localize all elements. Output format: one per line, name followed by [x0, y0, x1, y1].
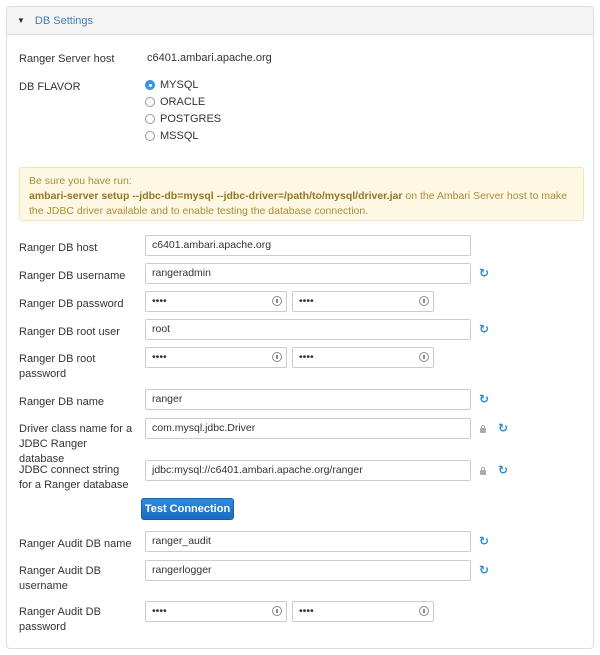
jdbc-warning-alert [19, 167, 584, 221]
radio-label: MSSQL [160, 130, 199, 142]
jdbc-string-input[interactable]: jdbc:mysql://c6401.ambari.apache.org/ranger [145, 460, 471, 481]
test-connection-button[interactable]: Test Connection [141, 498, 234, 520]
password-mask: •••• [299, 295, 314, 307]
db-root-password-input[interactable] [145, 347, 287, 368]
refresh-icon[interactable]: ↻ [498, 463, 509, 477]
refresh-icon[interactable]: ↻ [479, 534, 490, 548]
refresh-icon[interactable]: ↻ [479, 322, 490, 336]
alert-line-3: the JDBC driver available and to enable testing the database connection. [29, 205, 369, 217]
password-reveal-icon[interactable] [419, 296, 429, 306]
db-root-user-input[interactable]: root [145, 319, 471, 340]
audit-db-password-confirm-input[interactable] [292, 601, 434, 622]
password-reveal-icon[interactable] [419, 352, 429, 362]
alert-line-1: Be sure you have run: [29, 175, 132, 187]
audit-db-password-input[interactable] [145, 601, 287, 622]
alert-command: ambari-server setup --jdbc-db=mysql --jdbc-driver=/path/to/mysql/driver.jar [29, 190, 403, 202]
password-reveal-icon[interactable] [272, 352, 282, 362]
db-name-label: Ranger DB name [19, 396, 104, 408]
panel-header[interactable] [7, 7, 593, 35]
jdbc-string-label: JDBC connect string for a Ranger database [19, 464, 129, 491]
radio-label: MYSQL [160, 79, 199, 91]
password-mask: •••• [299, 351, 314, 363]
password-reveal-icon[interactable] [272, 606, 282, 616]
password-mask: •••• [152, 605, 167, 617]
db-root-password-label: Ranger DB root password [19, 353, 96, 380]
radio-selected-icon[interactable] [145, 80, 155, 90]
password-mask: •••• [299, 605, 314, 617]
caret-down-icon[interactable]: ▼ [17, 16, 25, 25]
audit-db-username-label: Ranger Audit DB username [19, 565, 101, 592]
db-host-input[interactable]: c6401.ambari.apache.org [145, 235, 471, 256]
db-password-confirm-input[interactable] [292, 291, 434, 312]
db-root-password-confirm-input[interactable] [292, 347, 434, 368]
audit-db-username-input[interactable]: rangerlogger [145, 560, 471, 581]
lock-icon[interactable] [480, 428, 486, 433]
audit-db-name-input[interactable]: ranger_audit [145, 531, 471, 552]
password-reveal-icon[interactable] [419, 606, 429, 616]
radio-label: POSTGRES [160, 113, 222, 125]
refresh-icon[interactable]: ↻ [479, 563, 490, 577]
radio-unselected-icon[interactable] [145, 131, 155, 141]
server-host-value: c6401.ambari.apache.org [147, 52, 272, 64]
db-username-input[interactable]: rangeradmin [145, 263, 471, 284]
db-host-label: Ranger DB host [19, 242, 98, 254]
radio-oracle[interactable] [145, 95, 205, 109]
radio-postgres[interactable] [145, 112, 221, 126]
refresh-icon[interactable]: ↻ [479, 392, 490, 406]
radio-label: ORACLE [160, 96, 206, 108]
password-reveal-icon[interactable] [272, 296, 282, 306]
panel-title[interactable]: DB Settings [34, 14, 94, 27]
db-username-label: Ranger DB username [19, 270, 126, 282]
radio-unselected-icon[interactable] [145, 97, 155, 107]
refresh-icon[interactable]: ↻ [498, 421, 509, 435]
refresh-icon[interactable]: ↻ [479, 266, 490, 280]
db-root-user-label: Ranger DB root user [19, 326, 120, 338]
driver-class-input[interactable]: com.mysql.jdbc.Driver [145, 418, 471, 439]
db-password-input[interactable] [145, 291, 287, 312]
radio-unselected-icon[interactable] [145, 114, 155, 124]
lock-icon[interactable] [480, 470, 486, 475]
db-name-input[interactable]: ranger [145, 389, 471, 410]
password-mask: •••• [152, 295, 167, 307]
audit-db-name-label: Ranger Audit DB name [19, 538, 132, 550]
alert-line-2 [29, 189, 574, 204]
db-password-label: Ranger DB password [19, 298, 124, 310]
audit-db-password-label: Ranger Audit DB password [19, 606, 101, 633]
alert-line-2-rest: on the Ambari Server host to make [402, 190, 568, 202]
db-settings-panel [6, 6, 594, 649]
radio-mysql[interactable] [145, 78, 199, 92]
driver-class-label: Driver class name for a JDBC Ranger database [19, 423, 133, 465]
server-host-label: Ranger Server host [19, 53, 115, 65]
password-mask: •••• [152, 351, 167, 363]
radio-mssql[interactable] [145, 129, 199, 143]
db-flavor-label: DB FLAVOR [19, 81, 81, 93]
